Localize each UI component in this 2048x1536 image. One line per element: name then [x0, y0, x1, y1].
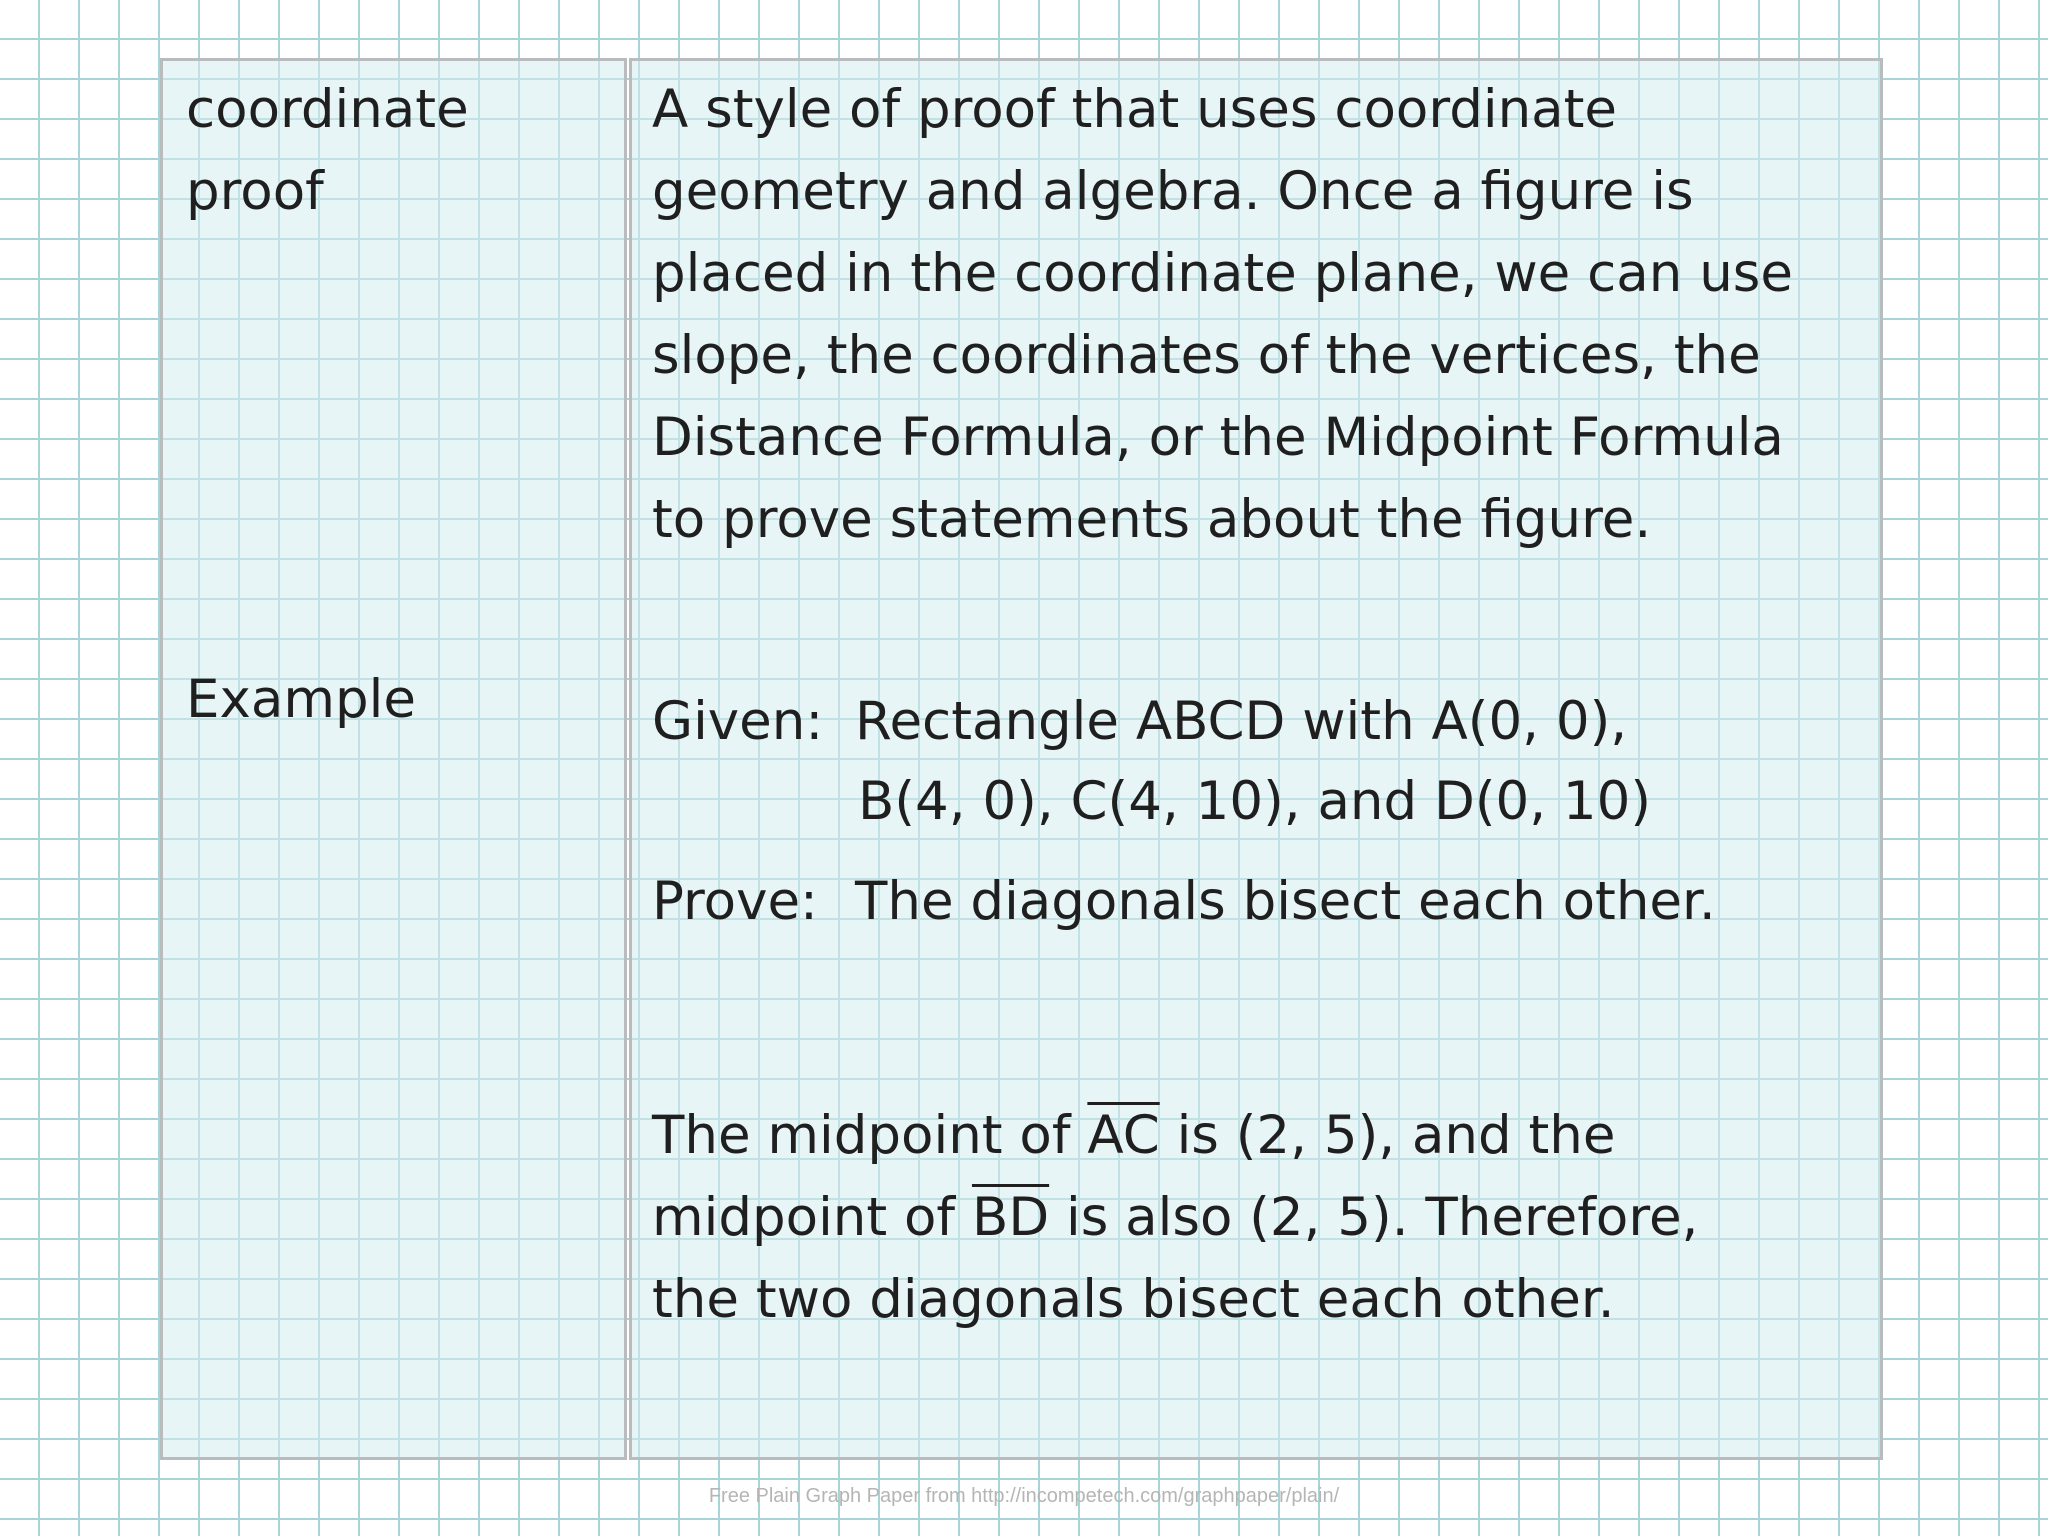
segment-ac: $\overline{AC}$: [1087, 1105, 1160, 1166]
conclusion-text-part: midpoint of: [652, 1187, 972, 1248]
conclusion-text-part: The midpoint of: [652, 1105, 1088, 1166]
given-line-1: Rectangle ABCD with A(0, 0),: [855, 691, 1628, 752]
definition-line: slope, the coordinates of the vertices, the: [652, 325, 1761, 386]
term-title: [186, 69, 606, 233]
given-label: Given:: [652, 691, 824, 752]
definition-line: Distance Formula, or the Midpoint Formula: [652, 407, 1784, 468]
definition-panel: [629, 58, 1883, 1460]
given-line-2: B(4, 0), C(4, 10), and D(0, 10): [858, 771, 1652, 832]
conclusion-text-part: the two diagonals bisect each other.: [652, 1269, 1615, 1330]
definition-line: geometry and algebra. Once a figure is: [652, 161, 1694, 222]
definition-line: A style of proof that uses coordinate: [652, 79, 1618, 140]
example-label: Example: [186, 669, 416, 730]
term-title-line-1: coordinate: [186, 79, 469, 140]
footer-credit: Free Plain Graph Paper from http://incompetech.com/graphpaper/plain/: [708, 1485, 1340, 1507]
term-title-line-2: proof: [186, 161, 324, 222]
prove-text: The diagonals bisect each other.: [855, 871, 1716, 932]
prove-label: Prove:: [652, 871, 818, 932]
definition-text: [652, 69, 1793, 561]
conclusion-text: [652, 1095, 1698, 1341]
conclusion-text-part: is also (2, 5). Therefore,: [1049, 1187, 1699, 1248]
conclusion-text-part: is (2, 5), and the: [1159, 1105, 1616, 1166]
definition-line: placed in the coordinate plane, we can use: [652, 243, 1794, 304]
term-panel: [160, 58, 627, 1460]
definition-line: to prove statements about the figure.: [652, 489, 1652, 550]
segment-bd: $\overline{BD}$: [971, 1187, 1050, 1248]
